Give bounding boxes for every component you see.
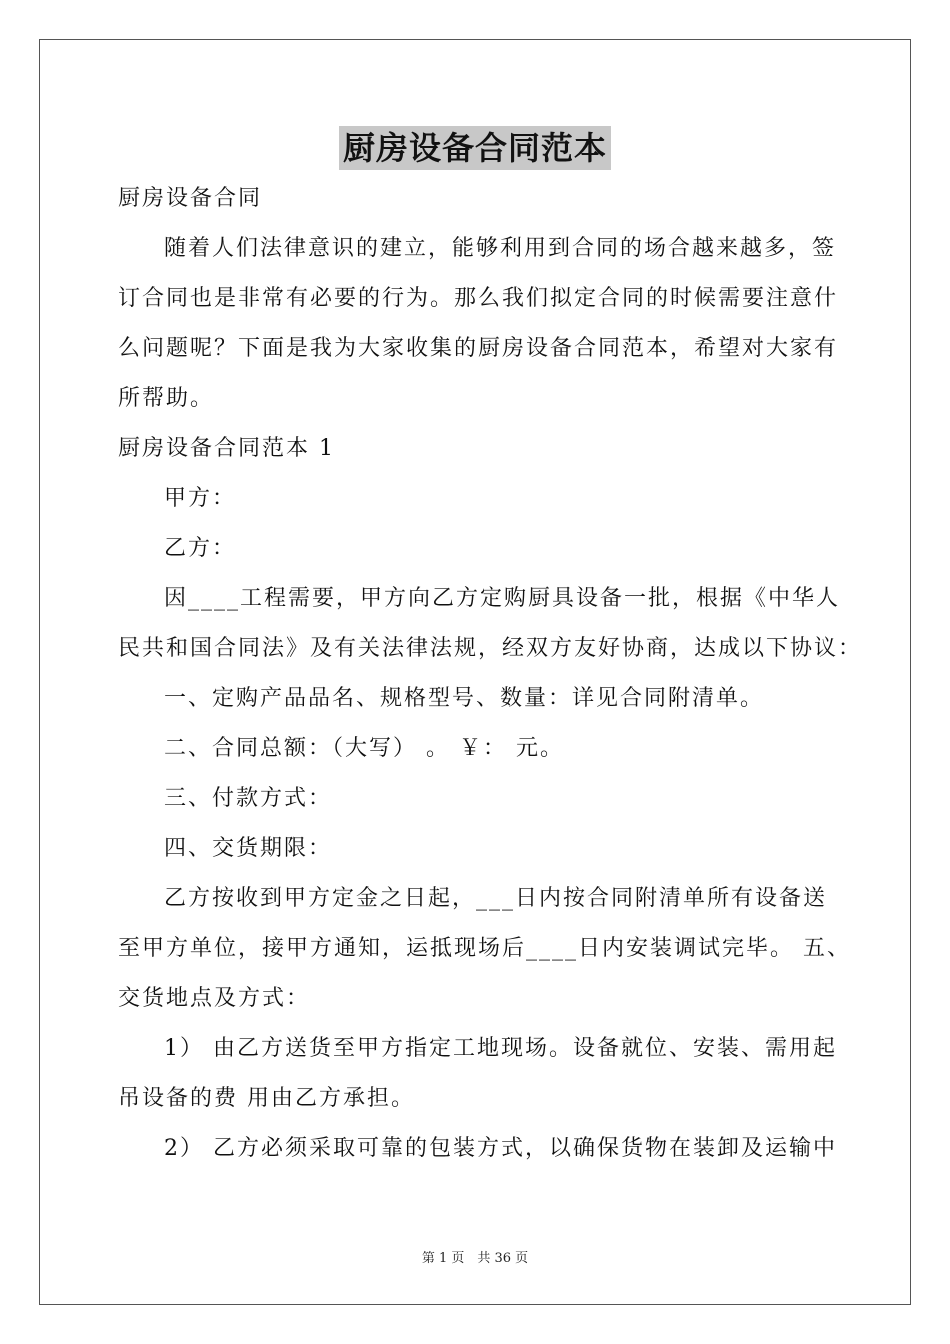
paragraph-line: 交货地点及方式： xyxy=(118,986,311,1011)
paragraph-line: 随着人们法律意识的建立，能够利用到合同的场合越来越多，签 xyxy=(164,236,837,261)
page-footer: 第 1 页 共 36 页 xyxy=(421,1251,529,1266)
paragraph-line: 因____工程需要，甲方向乙方定购厨具设备一批，根据《中华人 xyxy=(164,586,841,611)
paragraph-line: 民共和国合同法》及有关法律法规，经双方友好协商，达成以下协议： xyxy=(118,636,863,661)
section-heading: 厨房设备合同 xyxy=(118,186,263,211)
paragraph-line: 1） 由乙方送货至甲方指定工地现场。设备就位、安装、需用起 xyxy=(164,1036,837,1061)
page-border xyxy=(39,39,911,1305)
paragraph-line: 么问题呢？下面是我为大家收集的厨房设备合同范本，希望对大家有 xyxy=(118,336,839,361)
clause-line: 二、合同总额：（大写） 。 ￥： 元。 xyxy=(164,736,564,761)
page-title: 厨房设备合同范本 xyxy=(339,126,611,170)
clause-line: 三、付款方式： xyxy=(164,786,333,811)
paragraph-line: 订合同也是非常有必要的行为。那么我们拟定合同的时候需要注意什 xyxy=(118,286,839,311)
paragraph-line: 2） 乙方必须采取可靠的包装方式，以确保货物在装卸及运输中 xyxy=(164,1136,837,1161)
paragraph-line: 吊设备的费 用由乙方承担。 xyxy=(118,1086,415,1111)
clause-line: 四、交货期限： xyxy=(164,836,333,861)
paragraph-line: 乙方按收到甲方定金之日起，___日内按合同附清单所有设备送 xyxy=(164,886,828,911)
clause-line: 一、定购产品品名、规格型号、数量：详见合同附清单。 xyxy=(164,686,765,711)
party-b-label: 乙方： xyxy=(164,536,237,561)
paragraph-line: 至甲方单位，接甲方通知，运抵现场后____日内安装调试完毕。 五、 xyxy=(118,936,851,961)
party-a-label: 甲方： xyxy=(164,486,237,511)
section-heading: 厨房设备合同范本 1 xyxy=(118,436,335,461)
paragraph-line: 所帮助。 xyxy=(118,386,215,411)
